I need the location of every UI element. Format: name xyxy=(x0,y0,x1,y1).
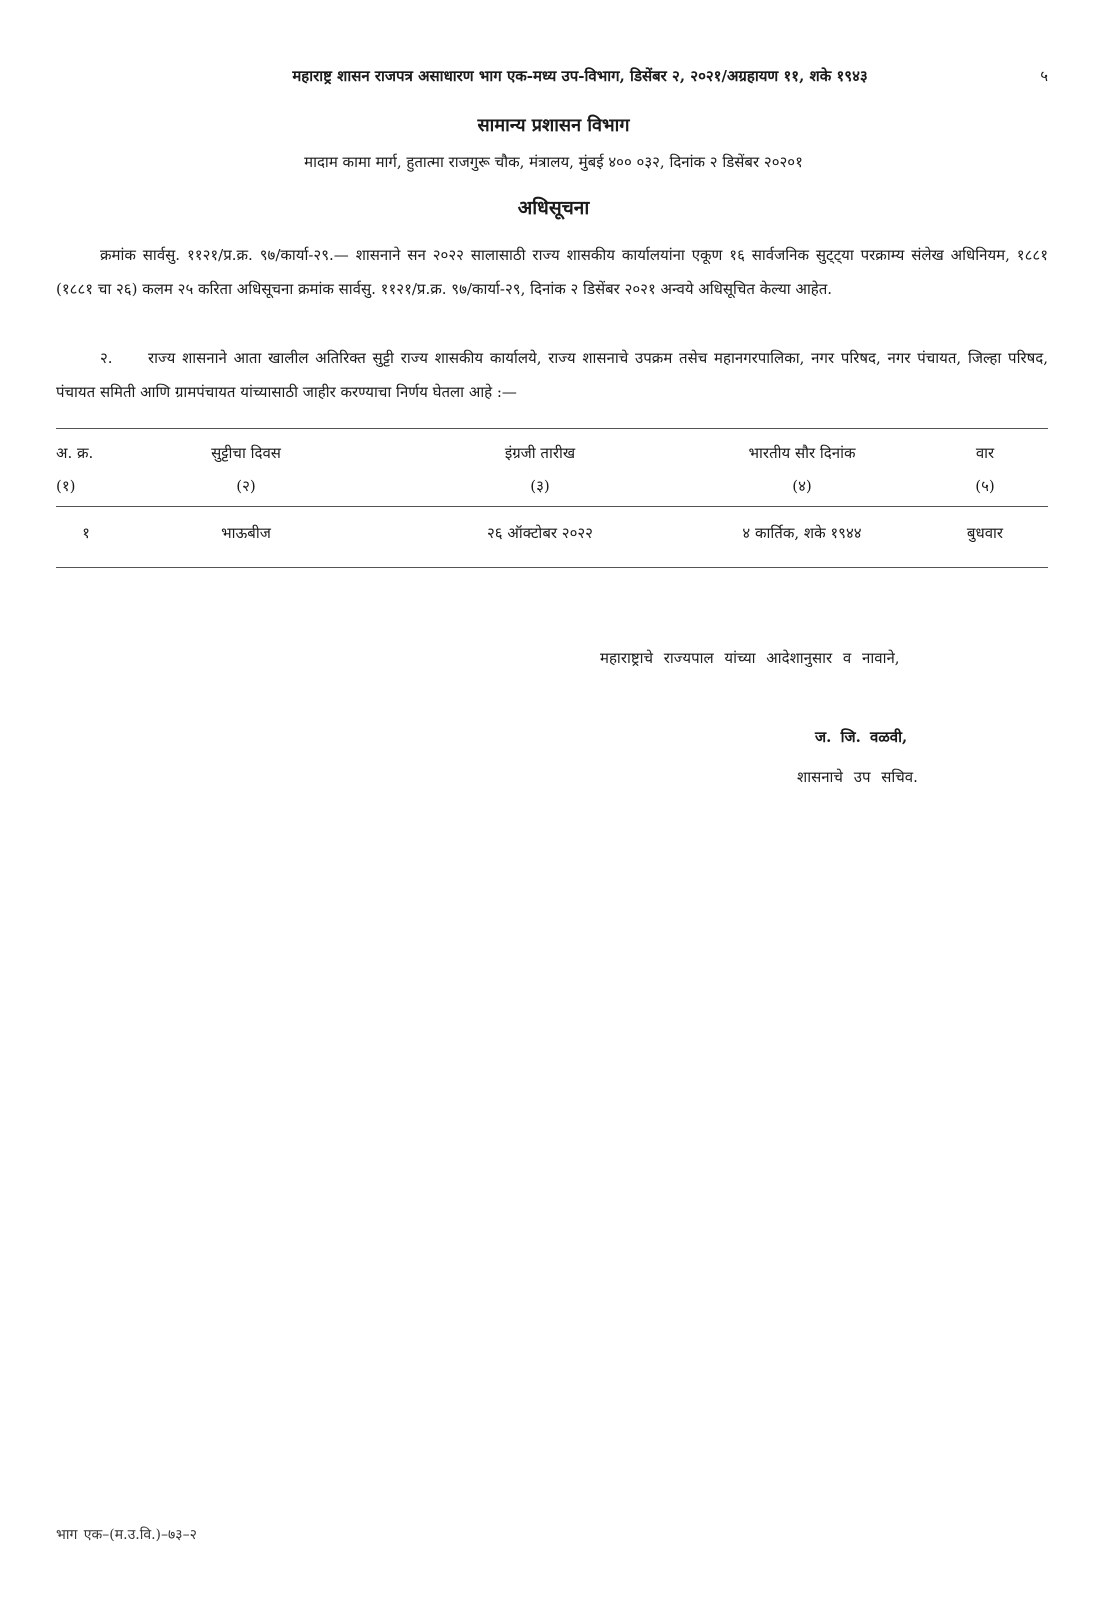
table-header-rule xyxy=(56,506,1048,507)
table-cell-holiday: भाऊबीज xyxy=(221,524,271,542)
notice-title: अधिसूचना xyxy=(517,197,590,219)
department-address: मादाम कामा मार्ग, हुतात्मा राजगुरू चौक, मंत्रालय, मुंबई ४०० ०३२, दिनांक २ डिसेंबर २०२०१ xyxy=(304,153,803,171)
table-header-weekday: वार xyxy=(975,444,995,462)
paragraph-1: क्रमांक सार्वसु. ११२१/प्र.क्र. ९७/कार्या-२९.— शासनाने सन २०२२ सालासाठी राज्य शासकीय कार्यालयांना एकूण १६ सार्वजनिक सुट्ट्या परक्राम्य संलेख अधिनियम, १८८१ (१८८१ चा २६) कलम २५ करिता अधिसूचना क्रमांक सार्वसु. ११२१/प्र.क्र. ९७/कार्या-२९, दिनांक २ डिसेंबर २०२१ अन्वये अधिसूचित केल्या आहेत. xyxy=(56,246,1048,298)
table-column-number-3: (३) xyxy=(530,477,550,495)
department-title: सामान्य प्रशासन विभाग xyxy=(477,115,630,136)
page-number: ५ xyxy=(1040,67,1048,85)
table-cell-english-date: २६ ऑक्टोबर २०२२ xyxy=(486,524,593,542)
table-header-holiday: सुट्टीचा दिवस xyxy=(211,444,281,462)
paragraph-2 xyxy=(56,341,1048,409)
running-head-title: महाराष्ट्र शासन राजपत्र असाधारण भाग एक-मध्य उप-विभाग, डिसेंबर २, २०२१/अग्रहायण ११, शके १९४३ xyxy=(292,67,868,85)
table-cell-weekday: बुधवार xyxy=(966,524,1004,542)
paragraph-number: २. xyxy=(100,349,113,367)
table-column-number-4: (४) xyxy=(792,477,812,495)
table-column-number-2: (२) xyxy=(236,477,256,495)
table-header-serial: अ. क्र. xyxy=(56,444,94,462)
table-column-number-5: (५) xyxy=(975,477,995,495)
signatory-name: ज. जि. वळवी, xyxy=(815,728,908,746)
running-header xyxy=(56,66,1048,88)
footer-code: भाग एक–(म.उ.वि.)–७३–२ xyxy=(56,1527,197,1543)
table-header-saka-date: भारतीय सौर दिनांक xyxy=(748,444,856,462)
table-cell-saka-date: ४ कार्तिक, शके १९४४ xyxy=(742,524,862,542)
paragraph-2-text: राज्य शासनाने आता खालील अतिरिक्त सुट्टी राज्य शासकीय कार्यालये, राज्य शासनाचे उपक्रम तसेच महानगरपालिका, नगर परिषद, नगर पंचायत, जिल्हा परिषद, पंचायत समिती आणि ग्रामपंचायत यांच्यासाठी जाहीर करण्याचा निर्णय घेतला आहे :— xyxy=(56,349,1048,401)
signatory-designation: शासनाचे उप सचिव. xyxy=(797,768,918,786)
table-header-english-date: इंग्रजी तारीख xyxy=(504,444,576,462)
table-bottom-rule xyxy=(56,567,1048,568)
table-cell-serial: १ xyxy=(82,524,90,542)
table-top-rule xyxy=(56,428,1048,429)
order-statement: महाराष्ट्राचे राज्यपाल यांच्या आदेशानुसार व नावाने, xyxy=(600,649,900,667)
table-column-number-1: (१) xyxy=(56,477,76,495)
